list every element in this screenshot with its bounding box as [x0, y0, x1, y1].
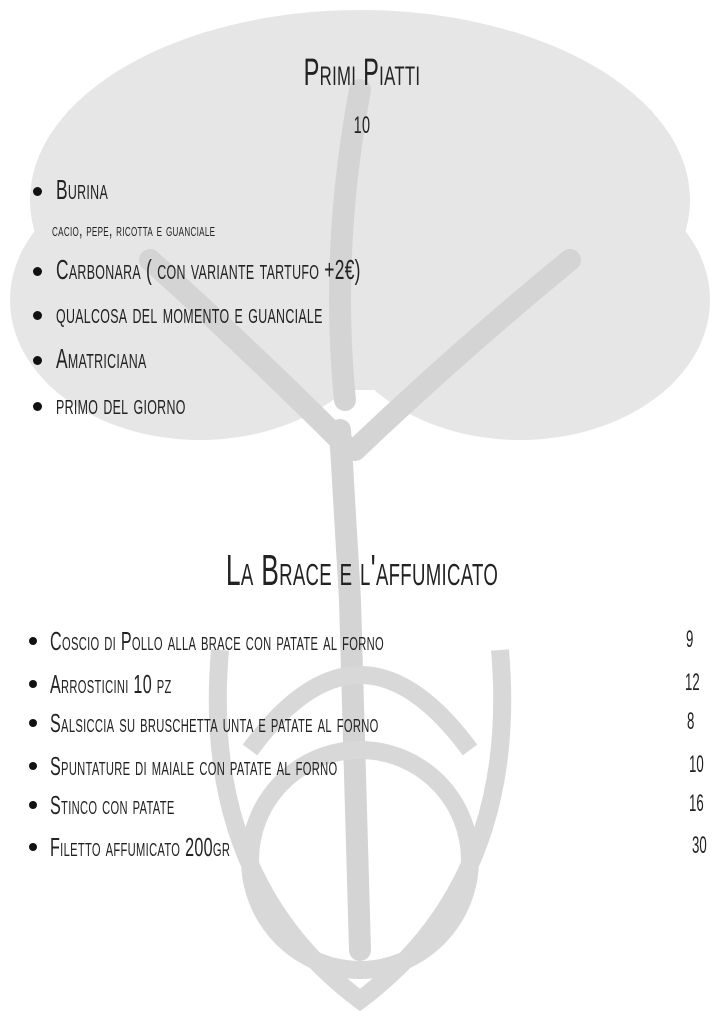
item-price: 30: [692, 832, 707, 859]
list-item: Arrosticini 10 pz: [50, 669, 172, 699]
bullet-icon: [33, 187, 42, 196]
bullet-icon: [33, 402, 42, 411]
list-item: Carbonara ( con variante tartufo +2€): [56, 254, 361, 285]
bullet-icon: [29, 719, 37, 727]
list-item: Burina: [56, 174, 109, 205]
bullet-icon: [33, 267, 42, 276]
item-price: 12: [685, 669, 700, 696]
list-item: Salsiccia su bruschetta unta e patate al forno: [50, 708, 379, 738]
bullet-icon: [33, 356, 42, 365]
bullet-icon: [29, 843, 37, 851]
item-price: 8: [686, 708, 694, 735]
list-item: Spuntature di maiale con patate al forno: [50, 751, 338, 781]
primi-price: 10: [353, 112, 371, 139]
item-description: cacio, pepe, ricotta e guanciale: [52, 220, 216, 241]
list-item: qualcosa del momento e guanciale: [56, 298, 323, 329]
list-item: Filetto affumicato 200gr: [50, 832, 231, 862]
list-item: Amatriciana: [56, 343, 147, 374]
list-item: primo del giorno: [56, 389, 186, 420]
list-item: Coscio di Pollo alla brace con patate al forno: [50, 626, 384, 656]
primi-title: Primi Piatti: [303, 52, 421, 94]
brace-title: La Brace e l'affumicato: [225, 546, 499, 595]
bullet-icon: [29, 801, 37, 809]
bullet-icon: [33, 311, 42, 320]
bullet-icon: [29, 762, 37, 770]
item-price: 16: [689, 790, 704, 817]
bullet-icon: [29, 680, 37, 688]
item-price: 9: [685, 626, 693, 653]
list-item: Stinco con patate: [50, 790, 175, 820]
item-price: 10: [689, 751, 704, 778]
bullet-icon: [29, 637, 37, 645]
